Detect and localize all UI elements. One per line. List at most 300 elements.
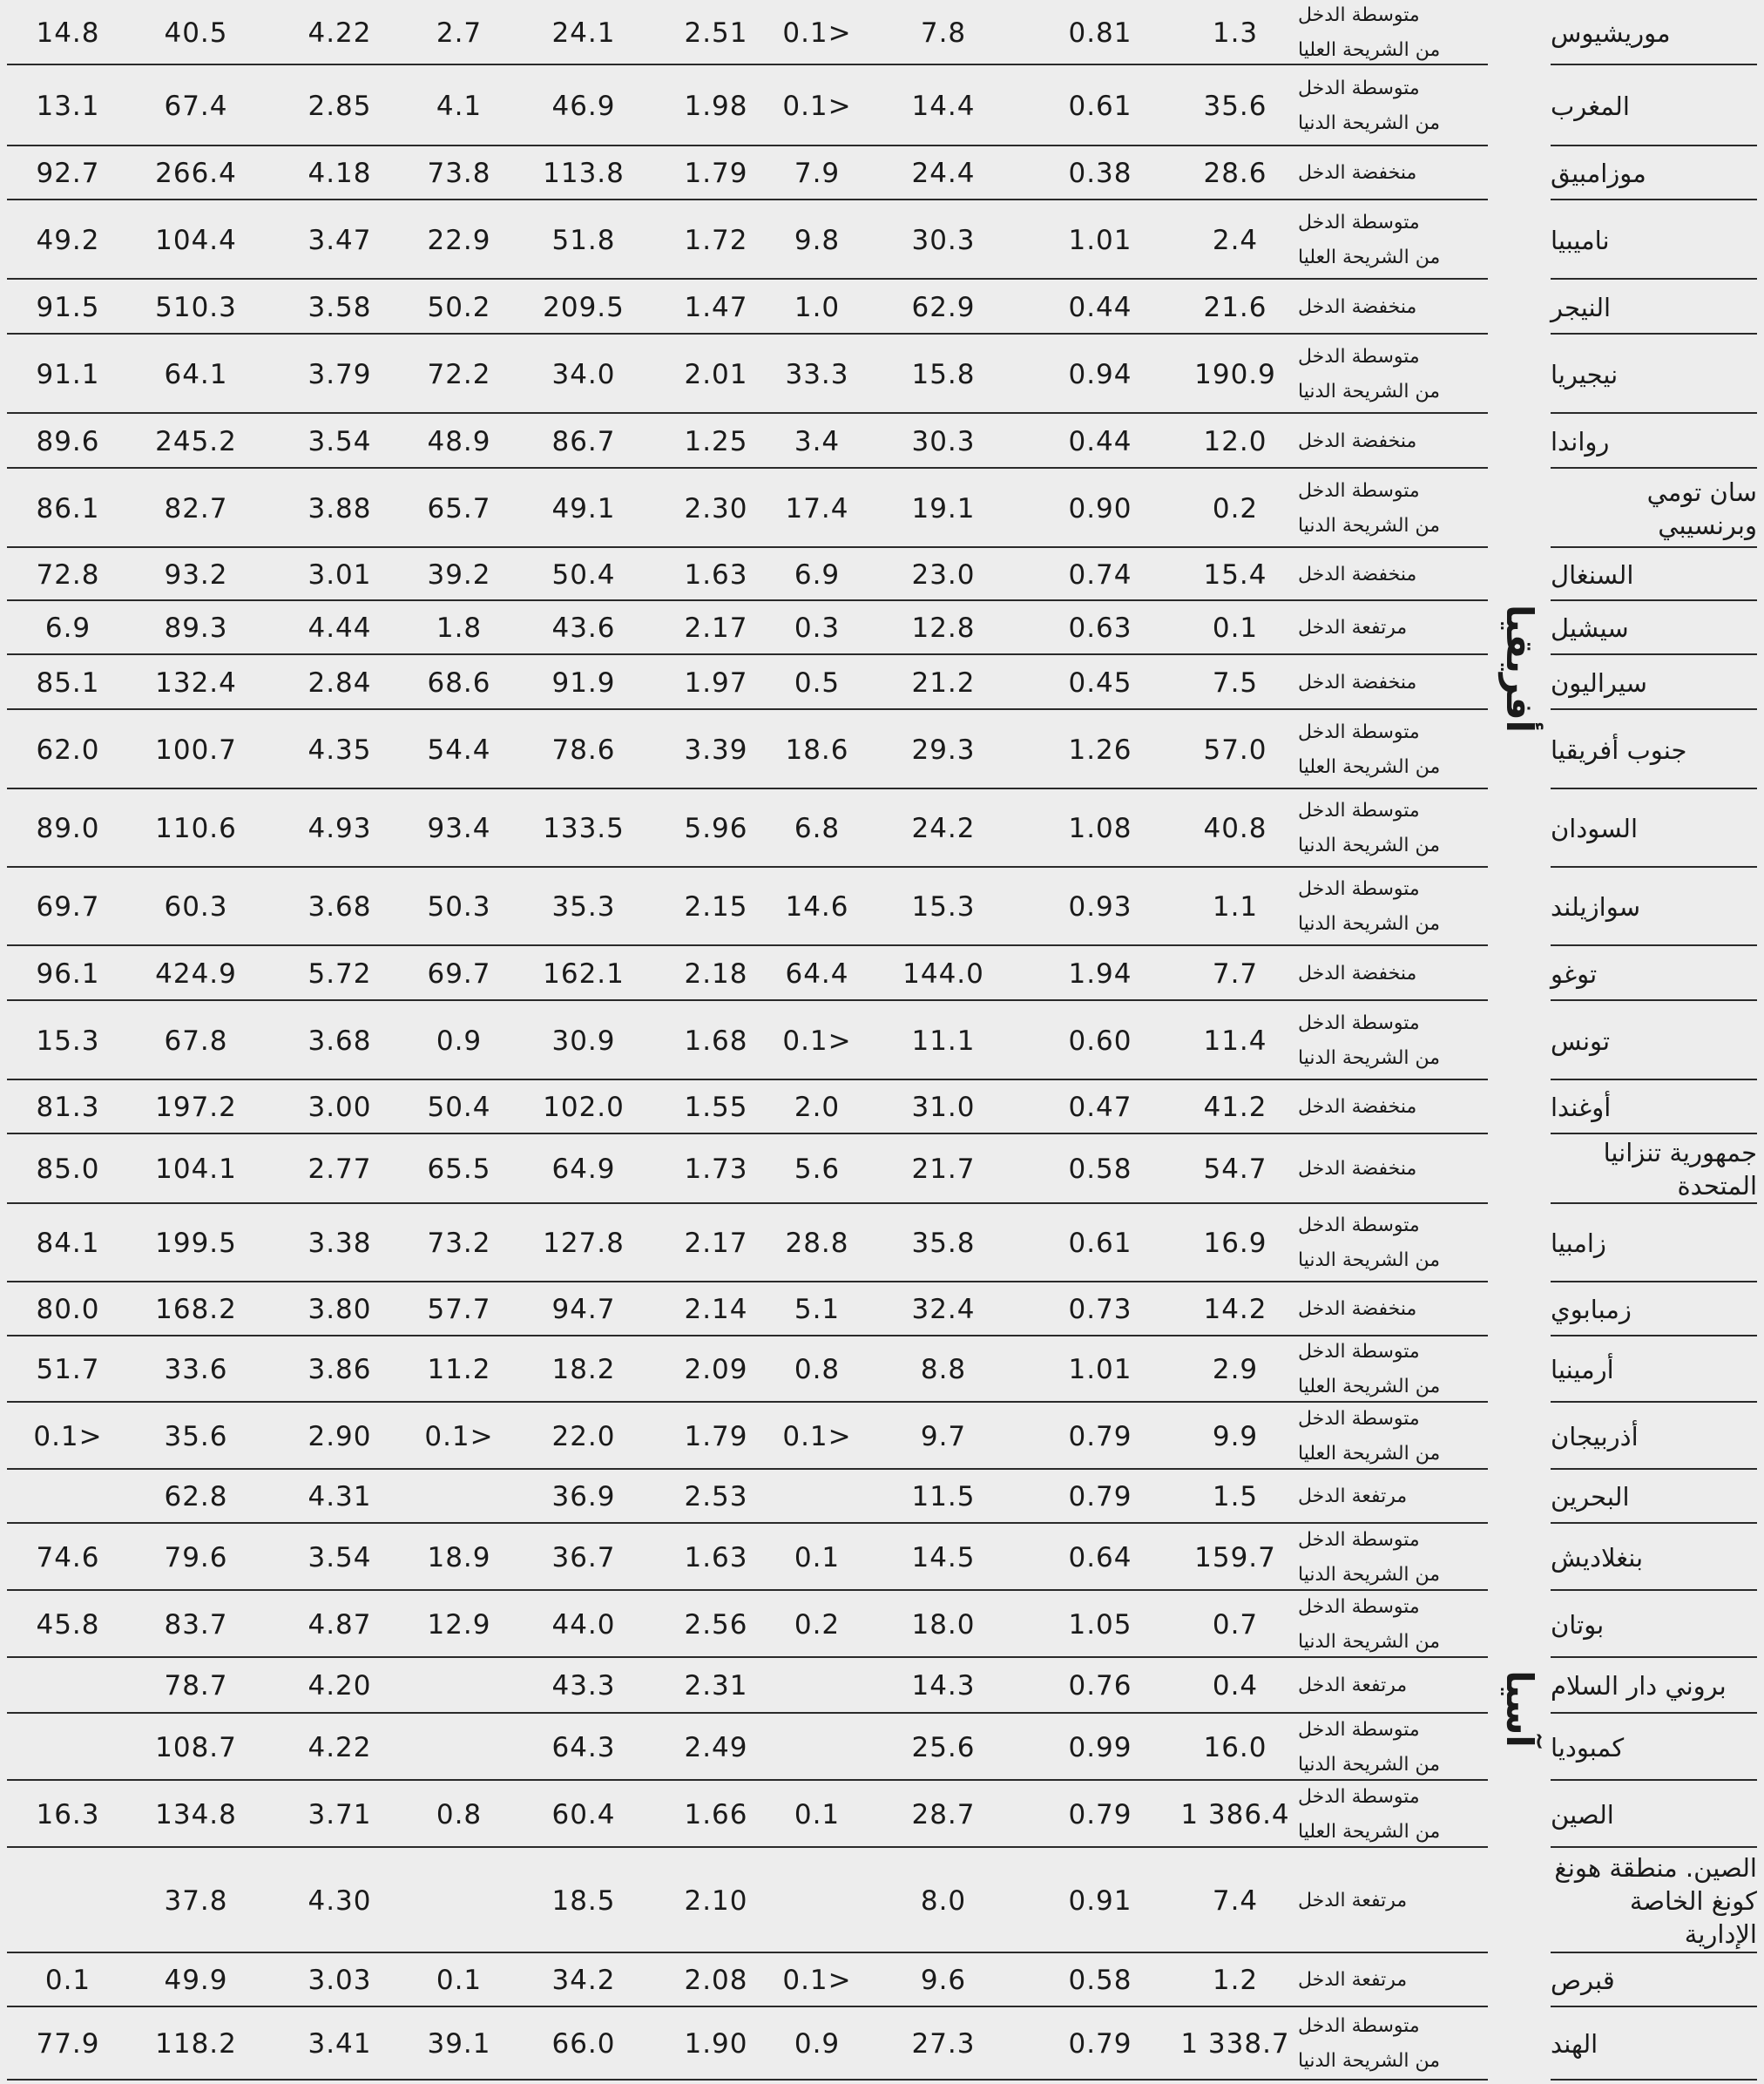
income-group-line: من الشريحة العليا [1298,246,1441,268]
value-cell: 23.0 [911,558,976,591]
country-name [1551,655,1757,710]
value-cell: 1.0 [794,291,841,323]
value-cell: 2.10 [684,1884,748,1917]
value-cell: 3.68 [308,891,372,923]
income-group [1298,1524,1479,1591]
value-cell: 2.90 [308,1420,372,1452]
value-cell: 86.1 [36,492,100,524]
value-cell: 9.8 [794,224,841,256]
income-group [1298,789,1479,868]
country-name-text: سوازيلند [1551,892,1640,922]
income-group-line: متوسطة الدخل [1298,1718,1420,1741]
country-name [1551,414,1757,469]
value-cell: 2.01 [684,358,748,390]
value-cell: 510.3 [155,291,237,323]
value-cell: 0.1 [794,1541,841,1573]
value-cell: 8.0 [920,1884,967,1917]
value-cell: 2.31 [684,1670,748,1702]
value-cell: 113.8 [543,158,625,189]
income-group-line: مرتفعة الدخل [1298,1485,1408,1507]
income-group [1298,1403,1479,1470]
value-cell: 94.7 [551,1294,616,1325]
value-cell: 4.35 [308,734,372,766]
value-cell: 16.3 [36,1798,100,1830]
value-cell: 132.4 [155,666,237,699]
income-group-line: منخفضة الدخل [1298,563,1417,585]
income-group-line: منخفضة الدخل [1298,962,1417,984]
value-cell: 9.7 [920,1420,967,1452]
value-cell: 62.0 [36,734,100,766]
value-cell: 0.2 [794,1608,841,1641]
country-name [1551,1336,1757,1403]
value-cell: 2.9 [1212,1354,1259,1385]
value-cell: 0.47 [1068,1092,1132,1123]
value-cell: 0.99 [1068,1731,1132,1763]
value-cell: 21.2 [911,666,976,699]
value-cell: 4.87 [308,1608,372,1641]
value-cell: 0.4 [1212,1670,1259,1702]
value-cell: 1.72 [684,224,748,256]
value-cell: 13.1 [36,90,100,122]
value-cell: 46.9 [551,90,616,122]
country-name-text: الصين [1551,1799,1614,1830]
income-group-line: متوسطة الدخل [1298,211,1420,233]
country-name [1551,1282,1757,1336]
value-cell: 7.7 [1212,957,1259,990]
income-group-line: متوسطة الدخل [1298,1341,1420,1363]
value-cell: 18.6 [785,734,849,766]
value-cell: 0.1 [44,1965,91,1996]
country-name-text: توغو [1551,958,1598,989]
income-group [1298,1134,1479,1204]
value-cell: 100.7 [155,734,237,766]
income-group-line: منخفضة الدخل [1298,1096,1417,1118]
value-cell: 1 386.4 [1180,1798,1290,1830]
value-cell: 50.4 [427,1092,491,1123]
country-name [1551,1080,1757,1134]
value-cell: 1.05 [1068,1608,1132,1641]
value-cell: 73.8 [427,158,491,189]
value-cell: 84.1 [36,1228,100,1259]
value-cell: 3.54 [308,425,372,457]
value-cell: 4.44 [308,612,372,644]
country-name [1551,710,1757,789]
value-cell: 0.60 [1068,1025,1132,1057]
value-cell: 36.9 [551,1481,616,1512]
income-group [1298,146,1479,200]
value-cell: 0.61 [1068,1228,1132,1259]
value-cell: 37.8 [164,1884,228,1917]
value-cell: 50.4 [551,558,616,591]
value-cell: 1.63 [684,1541,748,1573]
income-group-line: من الشريحة العليا [1298,1442,1441,1465]
value-cell: 49.2 [36,224,100,256]
value-cell: 3.80 [308,1294,372,1325]
income-group [1298,65,1479,146]
value-cell [398,1658,520,1714]
value-cell: 245.2 [155,425,237,457]
value-cell: 2.77 [308,1154,372,1185]
value-cell: 62.9 [911,291,976,323]
country-name-text: النيجر [1551,292,1612,322]
country-name-text: بوتان [1551,1609,1605,1640]
income-group [1298,1470,1479,1524]
value-cell: 0.1> [782,1965,852,1996]
country-name-text: تونس [1551,1025,1611,1056]
country-name-text: ناميبيا [1551,225,1610,255]
value-cell: 5.72 [308,957,372,990]
country-name-text: المغرب [1551,91,1630,121]
value-cell: 3.47 [308,224,372,256]
value-cell: 266.4 [155,158,237,189]
value-cell: 2.53 [684,1481,748,1512]
value-cell: 0.79 [1068,2028,1132,2060]
income-group-line: متوسطة الدخل [1298,77,1420,99]
value-cell: 1.94 [1068,957,1132,990]
value-cell: 77.9 [36,2028,100,2060]
country-name-text: السنغال [1551,559,1634,590]
value-cell: 34.2 [551,1965,616,1996]
value-cell: 6.9 [794,558,841,591]
income-group [1298,414,1479,469]
value-cell: 96.1 [36,957,100,990]
value-cell: 0.58 [1068,1965,1132,1996]
value-cell: 2.7 [436,17,483,49]
country-name-text: أرمينيا [1551,1355,1614,1384]
income-group-line: متوسطة الدخل [1298,2015,1420,2037]
value-cell: 78.7 [164,1670,228,1702]
income-group [1298,655,1479,710]
income-group-line: متوسطة الدخل [1298,345,1420,368]
value-cell: 73.2 [427,1228,491,1259]
value-cell: 68.6 [427,666,491,699]
value-cell: 1.47 [684,291,748,323]
value-cell: 49.9 [164,1965,228,1996]
value-cell: 108.7 [155,1731,237,1763]
value-cell: 64.9 [551,1154,616,1185]
value-cell: 57.7 [427,1294,491,1325]
value-cell: 1.1 [1212,891,1259,923]
value-cell: 85.1 [36,666,100,699]
value-cell: 0.2 [1212,492,1259,524]
value-cell: 9.9 [1212,1420,1259,1452]
country-name-text: سان تومي وبرنسيبي [1646,477,1757,540]
country-name [1551,1134,1757,1204]
value-cell: 14.4 [911,90,976,122]
value-cell: 14.6 [785,891,849,923]
income-group-line: منخفضة الدخل [1298,1298,1417,1320]
country-name-text: جمهورية تنزانيا المتحدة [1603,1138,1757,1201]
income-group-line: متوسطة الدخل [1298,1785,1420,1808]
income-group [1298,1714,1479,1781]
income-group-line: من الشريحة العليا [1298,1376,1441,1397]
country-name [1551,1953,1757,2007]
value-cell: 0.45 [1068,666,1132,699]
value-cell: 4.18 [308,158,372,189]
value-cell: 1.66 [684,1798,748,1830]
value-cell [398,1848,520,1953]
country-name-text: بروني دار السلام [1551,1671,1727,1701]
region-label-text: أفريقيا [1497,604,1541,733]
income-group [1298,1282,1479,1336]
value-cell: 209.5 [543,291,625,323]
value-cell: 51.7 [36,1354,100,1385]
value-cell: 2.84 [308,666,372,699]
value-cell: 0.1> [424,1420,494,1452]
country-divider [1551,2079,1757,2081]
value-cell: 15.3 [911,891,976,923]
country-name-text: رواندا [1551,426,1610,457]
value-cell: 4.31 [308,1481,372,1512]
value-cell: 4.22 [308,1731,372,1763]
value-cell: 50.3 [427,891,491,923]
income-group-line: مرتفعة الدخل [1298,1889,1408,1911]
value-cell: 35.3 [551,891,616,923]
income-group-line: متوسطة الدخل [1298,878,1420,900]
value-cell: 24.1 [551,17,616,49]
income-group [1298,2007,1479,2081]
value-cell: 25.6 [911,1731,976,1763]
country-name [1551,280,1757,335]
value-cell: 78.6 [551,734,616,766]
value-cell: 7.4 [1212,1884,1259,1917]
value-cell: 45.8 [36,1608,100,1641]
value-cell: 8.8 [920,1354,967,1385]
income-group-line: من الشريحة الدنيا [1298,1630,1441,1653]
income-group-line: من الشريحة الدنيا [1298,913,1441,935]
value-cell: 93.2 [164,558,228,591]
value-cell: 1.8 [436,612,483,644]
value-cell: 3.39 [684,734,748,766]
value-cell: 2.14 [684,1294,748,1325]
country-name-text: بنغلاديش [1551,1542,1644,1573]
value-cell: 11.2 [427,1354,491,1385]
country-name-text: موزامبيق [1551,159,1646,188]
value-cell: 31.0 [911,1092,976,1123]
value-cell: 60.3 [164,891,228,923]
income-group [1298,1591,1479,1658]
value-cell: 3.4 [794,425,841,457]
value-cell: 0.1> [782,1420,852,1452]
value-cell: 7.8 [920,17,967,49]
value-cell: 2.08 [684,1965,748,1996]
income-group [1298,1781,1479,1848]
value-cell: 81.3 [36,1092,100,1123]
value-cell: 1.26 [1068,734,1132,766]
value-cell: 0.90 [1068,492,1132,524]
income-group-line: من الشريحة الدنيا [1298,514,1441,537]
country-name [1551,1403,1757,1470]
value-cell: 118.2 [155,2028,237,2060]
value-cell: 30.3 [911,224,976,256]
value-cell: 424.9 [155,957,237,990]
value-cell: 3.71 [308,1798,372,1830]
value-cell: 1 338.7 [1180,2028,1290,2060]
value-cell: 1.5 [1212,1481,1259,1512]
value-cell: 80.0 [36,1294,100,1325]
value-cell: 1.73 [684,1154,748,1185]
income-group-line: من الشريحة الدنيا [1298,1046,1441,1069]
value-cell: 199.5 [155,1228,237,1259]
value-cell: 3.41 [308,2028,372,2060]
country-name-text: كمبوديا [1551,1732,1625,1763]
country-name-text: نيجيريا [1551,359,1619,389]
value-cell: 91.5 [36,291,100,323]
value-cell: 3.03 [308,1965,372,1996]
value-cell: 2.51 [684,17,748,49]
country-name [1551,1001,1757,1080]
value-cell: 0.44 [1068,425,1132,457]
income-group [1298,1658,1479,1714]
value-cell: 14.2 [1203,1294,1267,1325]
value-cell: 0.61 [1068,90,1132,122]
country-name-text: قبرص [1551,1966,1615,1995]
value-cell: 92.7 [36,158,100,189]
value-cell: 1.79 [684,1420,748,1452]
value-cell: 35.6 [164,1420,228,1452]
value-cell: 4.1 [436,90,483,122]
value-cell: 0.81 [1068,17,1132,49]
value-cell: 1.3 [1212,17,1259,49]
value-cell: 64.4 [785,957,849,990]
income-group [1298,280,1479,335]
value-cell: 21.6 [1203,291,1267,323]
value-cell: 49.1 [551,492,616,524]
value-cell: 12.8 [911,612,976,644]
income-group-line: منخفضة الدخل [1298,430,1417,452]
income-group [1298,868,1479,946]
country-name [1551,601,1757,655]
value-cell: 0.7 [1212,1608,1259,1641]
value-cell: 1.79 [684,158,748,189]
value-cell: 0.79 [1068,1481,1132,1512]
value-cell: 86.7 [551,425,616,457]
country-name [1551,146,1757,200]
income-group [1298,1080,1479,1134]
income-group-line: من الشريحة الدنيا [1298,2050,1441,2072]
value-cell: 50.2 [427,291,491,323]
value-cell: 32.4 [911,1294,976,1325]
row-divider [7,2079,1488,2081]
value-cell: 91.1 [36,358,100,390]
value-cell: 0.1 [436,1965,483,1996]
country-name [1551,548,1757,601]
income-group-line: من الشريحة العليا [1298,1820,1441,1843]
value-cell: 2.85 [308,90,372,122]
value-cell: 0.76 [1068,1670,1132,1702]
value-cell: 197.2 [155,1092,237,1123]
value-cell: 1.08 [1068,813,1132,844]
value-cell: 64.1 [164,358,228,390]
value-cell: 7.9 [794,158,841,189]
value-cell: 0.73 [1068,1294,1132,1325]
value-cell: 4.30 [308,1884,372,1917]
value-cell: 14.8 [36,17,100,49]
value-cell: 2.15 [684,891,748,923]
value-cell: 15.4 [1203,558,1267,591]
country-name [1551,65,1757,146]
country-name [1551,1204,1757,1282]
country-name [1551,1591,1757,1658]
value-cell: 110.6 [155,813,237,844]
country-name [1551,1658,1757,1714]
value-cell: 30.3 [911,425,976,457]
value-cell: 0.38 [1068,158,1132,189]
value-cell: 15.3 [36,1025,100,1057]
value-cell: 64.3 [551,1731,616,1763]
value-cell: 34.0 [551,358,616,390]
value-cell: 1.01 [1068,1354,1132,1385]
value-cell: 12.0 [1203,425,1267,457]
value-cell: 72.8 [36,558,100,591]
value-cell: 27.3 [911,2028,976,2060]
value-cell: 39.1 [427,2028,491,2060]
value-cell: 7.5 [1212,666,1259,699]
income-group [1298,1953,1479,2007]
value-cell: 1.68 [684,1025,748,1057]
value-cell: 3.00 [308,1092,372,1123]
value-cell: 0.1> [33,1420,103,1452]
country-name [1551,0,1757,65]
value-cell: 89.0 [36,813,100,844]
value-cell: 3.01 [308,558,372,591]
country-name-text: الهند [1551,2029,1598,2059]
country-name-text: أوغندا [1551,1093,1612,1122]
value-cell: 0.44 [1068,291,1132,323]
value-cell: 91.9 [551,666,616,699]
value-cell: 48.9 [427,425,491,457]
value-cell: 1.01 [1068,224,1132,256]
region-label [1491,1336,1547,2081]
income-group-line: من الشريحة الدنيا [1298,1563,1441,1586]
value-cell: 18.0 [911,1608,976,1641]
income-group-line: من الشريحة العليا [1298,38,1441,61]
value-cell: 57.0 [1203,734,1267,766]
value-cell: 134.8 [155,1798,237,1830]
value-cell: 40.8 [1203,813,1267,844]
value-cell: 16.0 [1203,1731,1267,1763]
income-group [1298,601,1479,655]
value-cell: 28.7 [911,1798,976,1830]
value-cell: 30.9 [551,1025,616,1057]
value-cell: 14.3 [911,1670,976,1702]
value-cell: 2.0 [794,1092,841,1123]
value-cell: 2.49 [684,1731,748,1763]
value-cell: 0.1 [1212,612,1259,644]
country-name-text: سيراليون [1551,667,1647,698]
value-cell: 83.7 [164,1608,228,1641]
country-name-text: أذربيجان [1551,1421,1639,1451]
value-cell: 40.5 [164,17,228,49]
value-cell: 44.0 [551,1608,616,1641]
country-name [1551,1848,1757,1953]
value-cell: 51.8 [551,224,616,256]
value-cell: 69.7 [36,891,100,923]
country-name-text: الصين. منطقة هونغ كونغ الخاصة الإدارية [1554,1852,1757,1949]
value-cell: 85.0 [36,1154,100,1185]
value-cell: 35.8 [911,1228,976,1259]
country-name-text: زامبيا [1551,1228,1606,1258]
value-cell: 41.2 [1203,1092,1267,1123]
value-cell: 82.7 [164,492,228,524]
country-name [1551,1524,1757,1591]
value-cell: 104.1 [155,1154,237,1185]
value-cell: 33.3 [785,358,849,390]
country-name [1551,1781,1757,1848]
value-cell: 0.1> [782,90,852,122]
value-cell [7,1848,129,1953]
value-cell: 0.79 [1068,1798,1132,1830]
